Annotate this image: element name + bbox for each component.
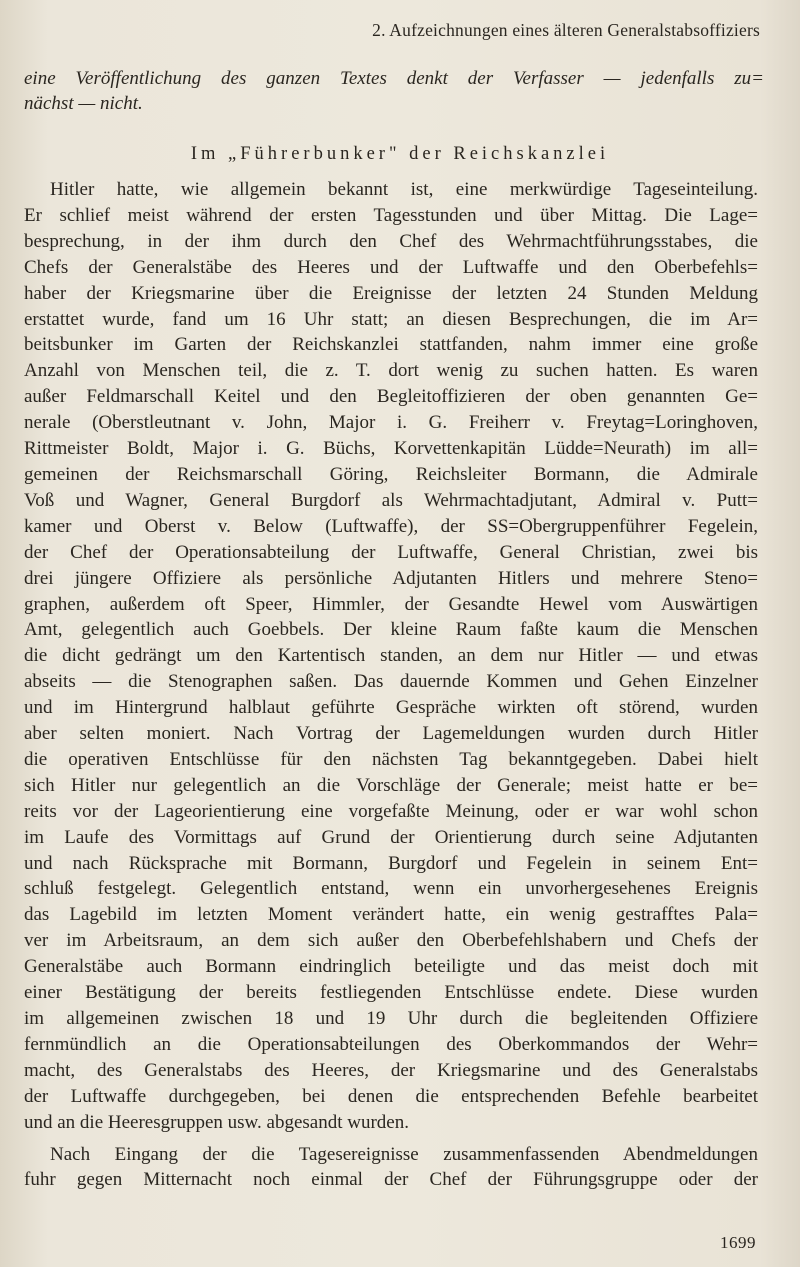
text-line: und an die Heeresgruppen usw. abgesandt wurden. [24,1111,409,1133]
text-line: Chefs der Generalstäbe des Heeres und der Luftwaffe und den Oberbefehls= [24,256,758,278]
text-line: fernmündlich an die Operationsabteilungen des Oberkommandos der Wehr= [24,1033,758,1055]
text-line: Amt, gelegentlich auch Goebbels. Der kleine Raum faßte kaum die Menschen [24,619,758,641]
section-heading: Im „Führerbunker" der Reichskanzlei [190,144,610,164]
text-line: Rittmeister Boldt, Major i. G. Büchs, Korvettenkapitän Lüdde=Neurath) im all= [24,438,758,460]
text-line: Er schlief meist während der ersten Tagesstunden und über Mittag. Die Lage= [24,204,758,226]
text-line: im Laufe des Vormittags auf Grund der Orientierung durch seine Adjutanten [24,826,758,848]
text-line: Nach Eingang der die Tagesereignisse zusammenfassenden Abendmeldungen [50,1143,758,1165]
page-number: 1699 [720,1233,756,1252]
text-line: kamer und Oberst v. Below (Luftwaffe), der SS=Obergruppenführer Fegelein, [24,515,758,537]
text-line: Anzahl von Menschen teil, die z. T. dort wenig zu suchen hatten. Es waren [24,360,758,382]
text-line: die operativen Entschlüsse für den nächsten Tag bekanntgegeben. Dabei hielt [24,748,758,770]
text-line: Generalstäbe auch Bormann eindringlich beteiligte und das meist doch mit [24,956,758,978]
text-line: der Luftwaffe durchgegeben, bei denen die entsprechenden Befehle bearbeitet [24,1085,758,1107]
running-header: 2. Aufzeichnungen eines älteren Generalstabsoffiziers [372,20,760,40]
text-line: im allgemeinen zwischen 18 und 19 Uhr durch die begleitenden Offiziere [24,1008,758,1029]
intro-text [24,66,764,116]
text-line: der Chef der Operationsabteilung der Luftwaffe, General Christian, zwei bis [24,541,758,563]
text-line: einer Bestätigung der bereits festliegenden Entschlüsse endete. Diese wurden [24,982,758,1004]
text-line: drei jüngere Offiziere als persönliche Adjutanten Hitlers und mehrere Steno= [24,567,758,589]
text-line: und nach Rücksprache mit Bormann, Burgdorf und Fegelein in seinem Ent= [24,852,758,874]
text-line: und im Hintergrund halblaut geführte Gespräche wirkten oft störend, wurden [24,697,758,719]
text-line: besprechung, in der ihm durch den Chef des Wehrmachtführungsstabes, die [24,230,758,252]
text-line: reits vor der Lageorientierung eine vorgefaßte Meinung, oder er war wohl schon [24,800,758,822]
text-line: aber selten moniert. Nach Vortrag der Lagemeldungen wurden durch Hitler [24,723,758,745]
body-text [24,177,758,1193]
text-line: nerale (Oberstleutnant v. John, Major i. G. Freiherr v. Freytag=Loringhoven, [24,412,758,434]
text-line: ver im Arbeitsraum, an dem sich außer den Oberbefehlshabern und Chefs der [24,930,758,952]
text-line: gemeinen der Reichsmarschall Göring, Reichsleiter Bormann, die Admirale [24,463,758,485]
text-line: sich Hitler nur gelegentlich an die Vorschläge der Generale; meist hatte er be= [24,774,758,796]
intro-line: nächst — nicht. [24,93,143,114]
text-line: die dicht gedrängt um den Kartentisch standen, an dem nur Hitler — und etwas [24,645,758,667]
text-line: außer Feldmarschall Keitel und den Begleitoffizieren der oben genannten Ge= [24,386,758,408]
paragraph [24,177,758,1136]
text-line: macht, des Generalstabs des Heeres, der Kriegsmarine und des Generalstabs [24,1059,758,1081]
text-line: graphen, außerdem oft Speer, Himmler, der Gesandte Hewel vom Auswärtigen [24,593,758,615]
intro-line: eine Veröffentlichung des ganzen Textes denkt der Verfasser — jedenfalls zu= [24,68,764,89]
text-line: Voß und Wagner, General Burgdorf als Wehrmachtadjutant, Admiral v. Putt= [24,489,758,511]
text-line: schluß festgelegt. Gelegentlich entstand, wenn ein unvorhergesehenes Ereignis [24,878,758,900]
paragraph [24,1142,758,1194]
text-line: fuhr gegen Mitternacht noch einmal der Chef der Führungsgruppe oder der [24,1169,758,1191]
text-line: erstattet wurde, fand um 16 Uhr statt; an diesen Besprechungen, die im Ar= [24,308,758,330]
text-line: beitsbunker im Garten der Reichskanzlei stattfanden, nahm immer eine große [24,334,758,356]
text-line: Hitler hatte, wie allgemein bekannt ist, eine merkwürdige Tageseinteilung. [50,179,758,200]
text-line: das Lagebild im letzten Moment verändert hatte, ein wenig gestrafftes Pala= [24,904,758,926]
text-line: haber der Kriegsmarine über die Ereignisse der letzten 24 Stunden Meldung [24,282,758,304]
text-line: abseits — die Stenographen saßen. Das dauernde Kommen und Gehen Einzelner [24,671,758,693]
